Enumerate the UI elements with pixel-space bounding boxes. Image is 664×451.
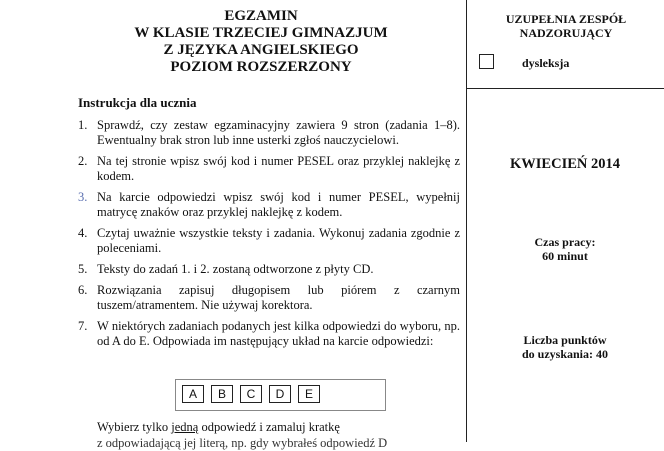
instruction-item — [78, 118, 460, 148]
exam-header — [70, 8, 452, 76]
committee-line-1: UZUPEŁNIA ZESPÓŁ — [505, 12, 627, 26]
instruction-item — [78, 154, 460, 184]
instruction-text: Na tej stronie wpisz swój kod i numer PESEL oraz przyklej naklejkę z kodem. — [97, 154, 460, 183]
dyslexia-label: dysleksja — [522, 56, 570, 70]
answer-example-boxes — [182, 385, 320, 403]
work-time — [466, 235, 664, 263]
max-points-value: do uzyskania: 40 — [521, 347, 609, 361]
header-line-1: EGZAMIN — [224, 8, 298, 24]
instruction-number: 2. — [78, 154, 88, 168]
instruction-item — [78, 190, 460, 220]
instruction-number: 6. — [78, 283, 88, 297]
instruction-number: 7. — [78, 319, 88, 333]
header-line-4: POZIOM ROZSZERZONY — [170, 59, 352, 75]
instructions-title: Instrukcja dla ucznia — [78, 95, 197, 110]
answer-box-b: B — [211, 385, 233, 403]
column-divider — [466, 0, 467, 442]
instruction-text: Rozwiązania zapisuj długopisem lub piórem z czarnym tuszem/atramentem. Nie używaj korektora. — [97, 283, 460, 312]
answer-instruction-cut: z odpowiadającą jej literą, np. gdy wybrałeś odpowiedź D — [97, 436, 388, 450]
instruction-item — [78, 319, 460, 349]
answer-instruction-pre: Wybierz tylko — [97, 420, 172, 434]
instruction-text: Teksty do zadań 1. i 2. zostaną odtworzone z płyty CD. — [97, 262, 374, 276]
header-line-2: W KLASIE TRZECIEJ GIMNAZJUM — [134, 25, 388, 41]
answer-box-c: C — [240, 385, 262, 403]
instructions-list — [78, 118, 460, 355]
committee-line-2: NADZORUJĄCY — [519, 26, 613, 40]
instruction-number: 3. — [78, 190, 88, 204]
answer-box-a: A — [182, 385, 204, 403]
instruction-text: W niektórych zadaniach podanych jest kilka odpowiedzi do wyboru, np. od A do E. Odpowiada im następujący układ na karcie odpowiedzi: — [97, 319, 460, 348]
work-time-value: 60 minut — [542, 249, 588, 263]
instruction-item — [78, 262, 460, 277]
exam-date: KWIECIEŃ 2014 — [510, 156, 620, 172]
instruction-item — [78, 226, 460, 256]
committee-heading — [472, 12, 660, 40]
answer-box-e: E — [298, 385, 320, 403]
max-points-label: Liczba punktów — [523, 333, 607, 347]
max-points — [466, 333, 664, 361]
instruction-number: 1. — [78, 118, 88, 132]
instruction-text: Na karcie odpowiedzi wpisz swój kod i numer PESEL, wypełnij matrycę znaków oraz przyklej naklejkę z kodem. — [97, 190, 460, 219]
answer-instruction-emphasis: jedną — [171, 420, 199, 434]
answer-box-d: D — [269, 385, 291, 403]
answer-instruction-post: odpowiedź i zamaluj kratkę — [198, 420, 340, 434]
instruction-text: Sprawdź, czy zestaw egzaminacyjny zawiera 9 stron (zadania 1–8). Ewentualny brak stron lub inne usterki zgłoś nauczycielowi. — [97, 118, 460, 147]
instruction-number: 5. — [78, 262, 88, 276]
sidebar-rule — [466, 88, 664, 89]
answer-instruction — [97, 420, 460, 435]
instruction-item — [78, 283, 460, 313]
header-line-3: Z JĘZYKA ANGIELSKIEGO — [163, 42, 359, 58]
instruction-text: Czytaj uważnie wszystkie teksty i zadania. Wykonuj zadania zgodnie z poleceniami. — [97, 226, 460, 255]
dyslexia-checkbox[interactable] — [479, 54, 494, 69]
work-time-label: Czas pracy: — [534, 235, 596, 249]
instruction-number: 4. — [78, 226, 88, 240]
